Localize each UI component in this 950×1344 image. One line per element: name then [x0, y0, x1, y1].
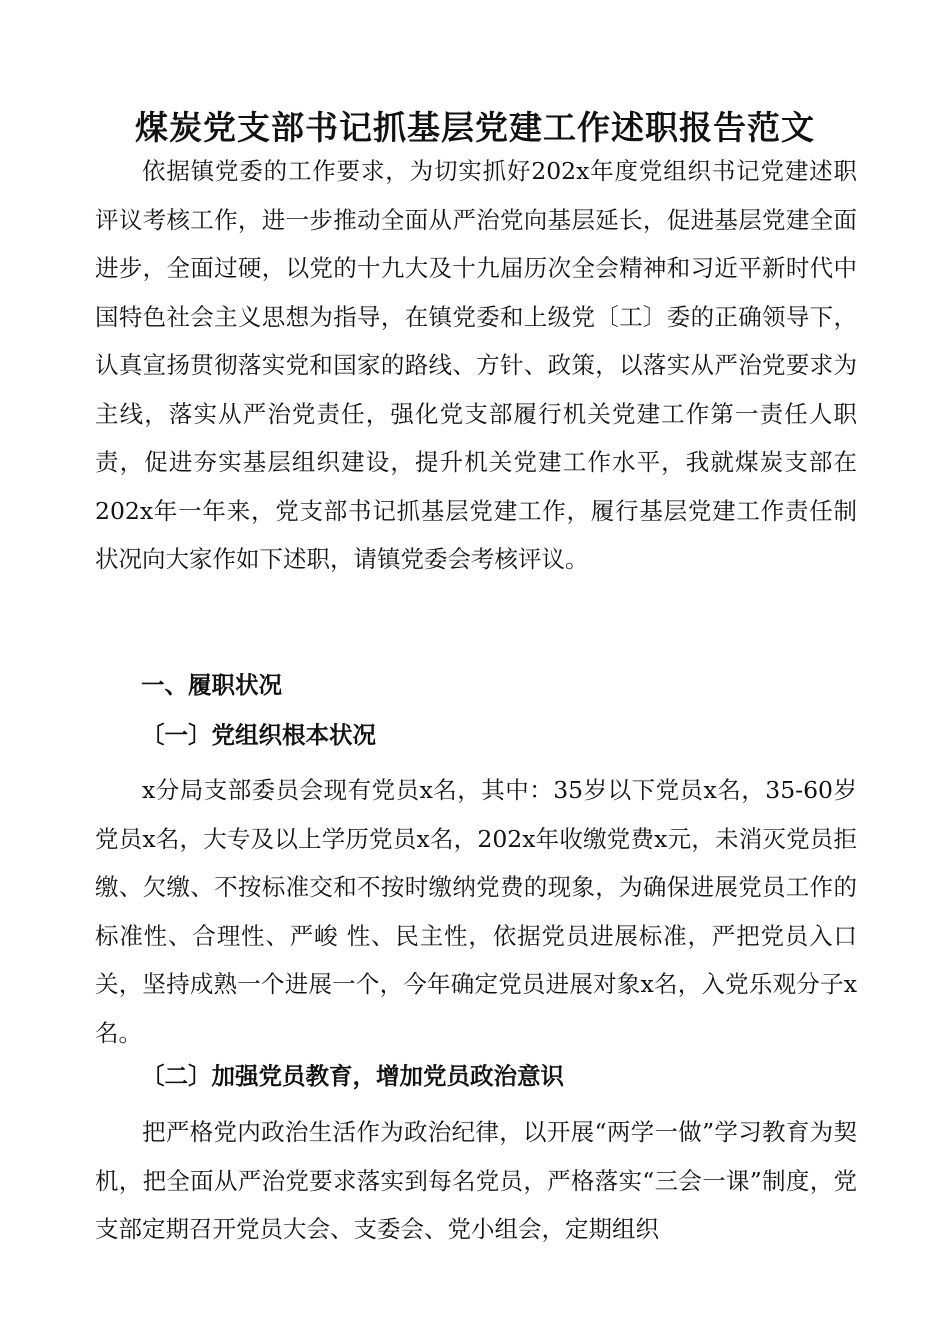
document-title: 煤炭党支部书记抓基层党建工作述职报告范文 — [135, 108, 815, 147]
subsection-heading-1: 〔一〕党组织根本状况 — [141, 721, 376, 749]
subsection-heading-2: 〔二〕加强党员教育，增加党员政治意识 — [141, 1062, 564, 1090]
subsection-1-paragraph: x分局支部委员会现有党员x名，其中：35岁以下党员x名，35-60岁党员x名，大专及以上学历党员x名，202x年收缴党费x元，未消灭党员拒缴、欠缴、不按标准交和不按时缴纳党费的现象，为确保进展党员工作的标准性、合理性、严峻 性、民主性，依据党员进展标准，严把党员入口关，坚持成熟一个进展一个，今年确定党员进展对象x名，入党乐观分子x名。 — [95, 776, 857, 1047]
subsection-2-paragraph: 把严格党内政治生活作为政治纪律，以开展“两学一做”学习教育为契机，把全面从严治党要求落实到每名党员，严格落实“三会一课”制度，党支部定期召开党员大会、支委会、党小组会，定期组织 — [95, 1118, 857, 1243]
intro-paragraph: 依据镇党委的工作要求，为切实抓好202x年度党组织书记党建述职评议考核工作，进一步推动全面从严治党向基层延长，促进基层党建全面进步，全面过硬，以党的十九大及十九届历次全会精神和习近平新时代中国特色社会主义思想为指导，在镇党委和上级党〔工〕委的正确领导下，认真宣扬贯彻落实党和国家的路线、方针、政策，以落实从严治党要求为主线，落实从严治党责任，强化党支部履行机关党建工作第一责任人职责，促进夯实基层组织建设，提升机关党建工作水平，我就煤炭支部在202x年一年来，党支部书记抓基层党建工作，履行基层党建工作责任制状况向大家作如下述职，请镇党委会考核评议。 — [95, 157, 857, 573]
section-heading-1: 一、履职状况 — [141, 671, 282, 699]
